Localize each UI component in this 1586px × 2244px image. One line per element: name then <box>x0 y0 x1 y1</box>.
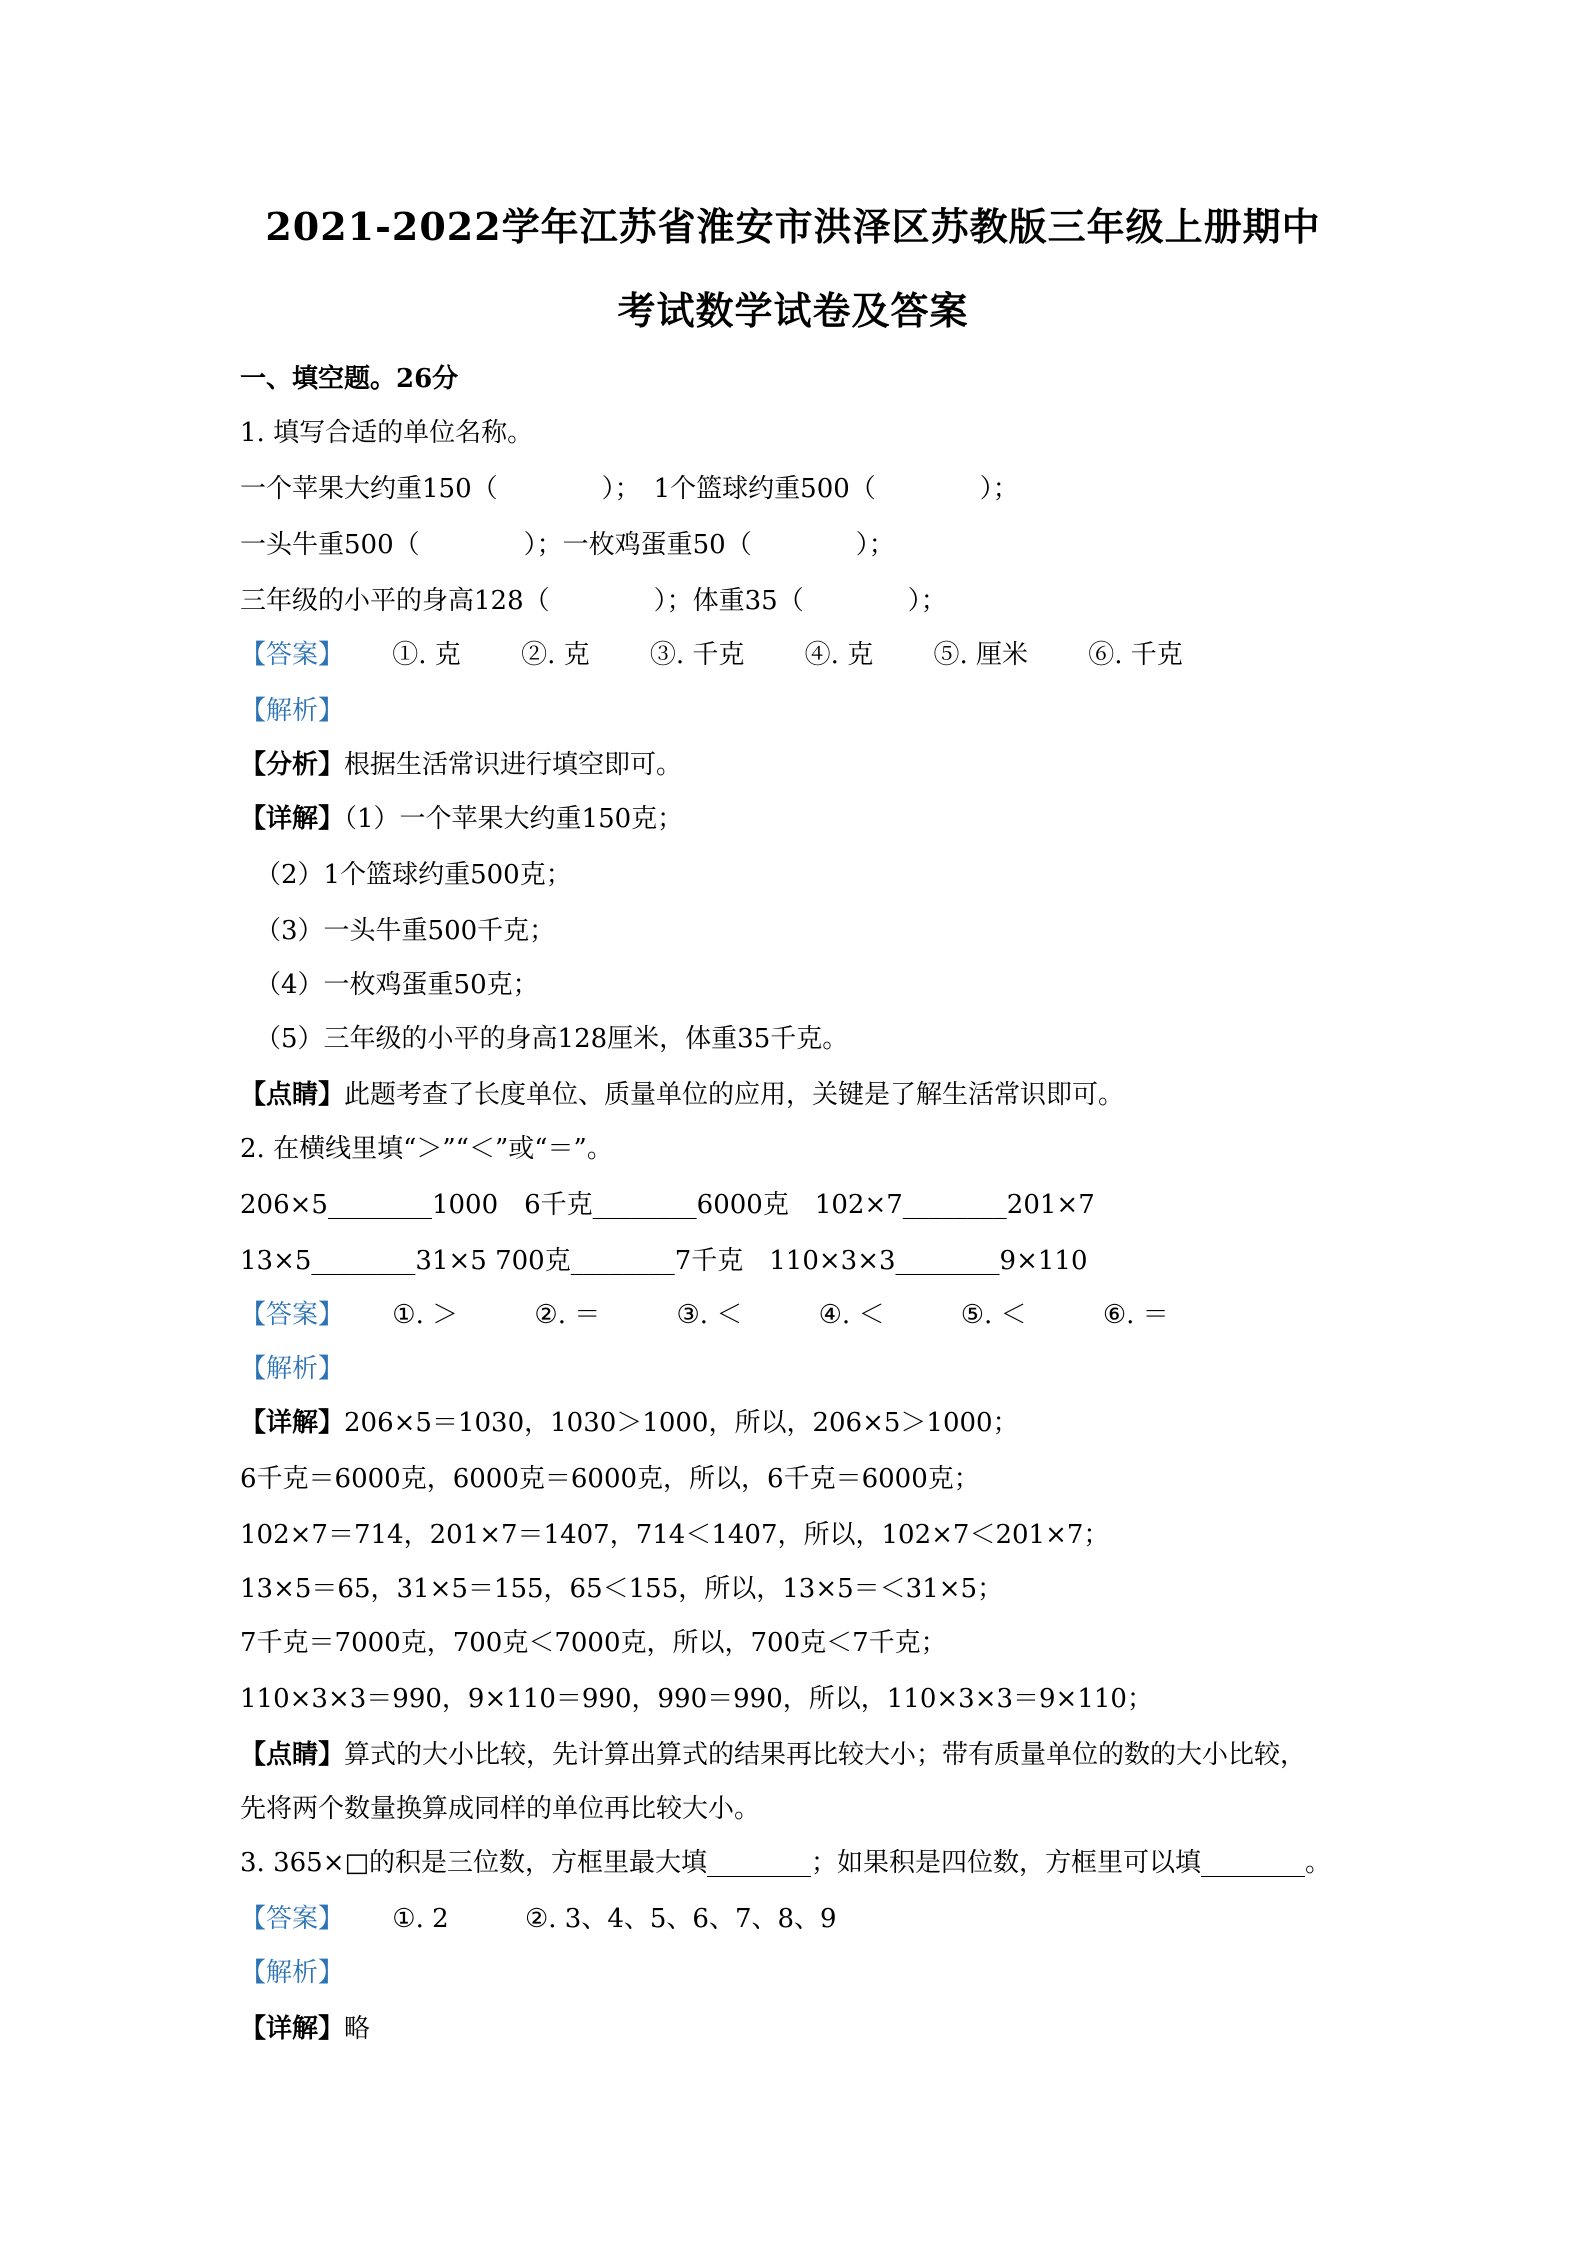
q2-jiexi-tag: 【解析】 <box>240 1354 345 1384</box>
q2-detail-6: 110×3×3＝990，9×110＝990，990＝990，所以，110×3×3＝9×110； <box>240 1684 1153 1714</box>
q1-stem: 1. 填写合适的单位名称。 <box>240 418 534 448</box>
q1-detail-4: （4）一枚鸡蛋重50克； <box>255 970 539 1000</box>
xiangjie-text: 略 <box>344 2014 371 2044</box>
q2-detail-3: 102×7＝714，201×7＝1407，714＜1407，所以，102×7＜201×7； <box>240 1520 1110 1550</box>
fenxi-tag: 【分析】 <box>240 750 345 780</box>
q2-xiangjie <box>240 1406 1019 1440</box>
q3-stem: 3. 365×□的积是三位数，方框里最大填________；如果积是四位数，方框里可以填________。 <box>240 1848 1332 1878</box>
q1-answer-1: ①. 克 <box>392 640 461 670</box>
q2-detail-2: 6千克＝6000克，6000克＝6000克，所以，6千克＝6000克； <box>240 1464 980 1494</box>
q1-detail-2: （2）1个篮球约重500克； <box>255 860 572 890</box>
xiangjie-line1: （1）一个苹果大约重150克； <box>344 804 684 834</box>
q2-stem: 2. 在横线里填“＞”“＜”或“＝”。 <box>240 1134 613 1164</box>
q1-answer-3: ③. 千克 <box>649 640 745 670</box>
dianjing-tag: 【点睛】 <box>240 1080 345 1110</box>
xiangjie-tag: 【详解】 <box>240 804 345 834</box>
q1-jiexi-tag: 【解析】 <box>240 696 345 726</box>
dianjing-text: 此题考查了长度单位、质量单位的应用，关键是了解生活常识即可。 <box>344 1080 1125 1110</box>
q2-answer-3: ③. ＜ <box>676 1300 743 1330</box>
xiangjie-tag: 【详解】 <box>240 1408 345 1438</box>
document-title-line2: 考试数学试卷及答案 <box>617 288 969 333</box>
section-heading: 一、填空题。26分 <box>240 364 459 394</box>
q1-detail-5: （5）三年级的小平的身高128厘米，体重35千克。 <box>255 1024 849 1054</box>
q3-answer-1: ①. 2 <box>392 1904 449 1934</box>
q1-detail-3: （3）一头牛重500千克； <box>255 916 556 946</box>
q2-answer-row <box>240 1298 1169 1332</box>
xiangjie-tag: 【详解】 <box>240 2014 345 2044</box>
answer-tag: 【答案】 <box>240 1300 345 1330</box>
xiangjie-line1: 206×5＝1030，1030＞1000，所以，206×5＞1000； <box>344 1408 1019 1438</box>
q2-answer-6: ⑥. ＝ <box>1102 1300 1169 1330</box>
document-title-line1: 2021-2022学年江苏省淮安市洪泽区苏教版三年级上册期中 <box>265 204 1321 249</box>
answer-tag: 【答案】 <box>240 640 345 670</box>
q1-answer-row <box>240 638 1183 672</box>
q3-xiangjie <box>240 2012 370 2046</box>
q3-answer-row <box>240 1902 837 1936</box>
q2-answer-2: ②. ＝ <box>534 1300 601 1330</box>
q1-line3: 三年级的小平的身高128（ ）；体重35（ ）； <box>240 586 947 616</box>
dianjing-text-1: 算式的大小比较，先计算出算式的结果再比较大小；带有质量单位的数的大小比较， <box>344 1740 1307 1770</box>
q1-answer-2: ②. 克 <box>521 640 590 670</box>
q2-answer-5: ⑤. ＜ <box>960 1300 1027 1330</box>
q1-answer-4: ④. 克 <box>804 640 874 670</box>
q1-answer-6: ⑥. 千克 <box>1088 640 1183 670</box>
answer-tag: 【答案】 <box>240 1904 345 1934</box>
q2-answer-1: ①. ＞ <box>392 1300 459 1330</box>
dianjing-tag: 【点睛】 <box>240 1740 345 1770</box>
q1-dianjing <box>240 1078 1124 1112</box>
q2-line2: 13×5________31×5 700克________7千克 110×3×3________9×110 <box>240 1246 1088 1276</box>
q1-fenxi <box>240 748 682 782</box>
q2-dianjing-line2: 先将两个数量换算成同样的单位再比较大小。 <box>240 1794 761 1824</box>
fenxi-text: 根据生活常识进行填空即可。 <box>344 750 683 780</box>
q3-jiexi-tag: 【解析】 <box>240 1958 345 1988</box>
q2-dianjing <box>240 1738 1306 1772</box>
q2-detail-5: 7千克＝7000克，700克＜7000克，所以，700克＜7千克； <box>240 1628 947 1658</box>
q1-line1: 一个苹果大约重150（ ）； 1个篮球约重500（ ）； <box>240 474 1019 504</box>
q2-detail-4: 13×5＝65，31×5＝155，65＜155，所以，13×5＝＜31×5； <box>240 1574 1004 1604</box>
q2-line1: 206×5________1000 6千克________6000克 102×7________201×7 <box>240 1190 1095 1220</box>
q1-xiangjie <box>240 802 683 836</box>
q1-line2: 一头牛重500（ ）；一枚鸡蛋重50（ ）； <box>240 530 895 560</box>
q2-answer-4: ④. ＜ <box>818 1300 885 1330</box>
q1-answer-5: ⑤. 厘米 <box>933 640 1028 670</box>
q3-answer-2: ②. 3、4、5、6、7、8、9 <box>524 1904 837 1934</box>
